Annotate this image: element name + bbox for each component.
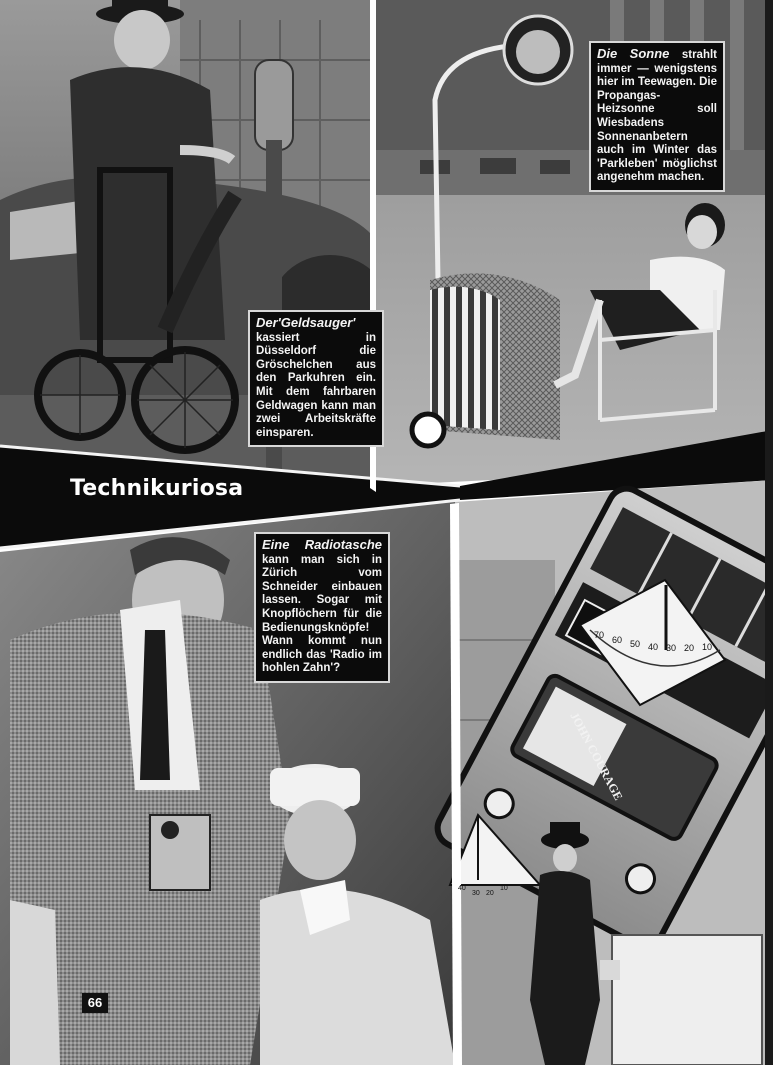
caption-geldsauger-head: Der'Geldsauger' (256, 315, 356, 330)
gauge-tick-label: 40 (648, 642, 659, 652)
caption-sonne-head: Die Sonne (597, 46, 682, 61)
gauge-tick-label: 10 (500, 885, 508, 892)
caption-radio-head: Eine Radiotasche (262, 537, 382, 552)
small-gauge-scale (458, 885, 508, 897)
gauge-tick-label: 20 (684, 643, 695, 653)
section-title: Technikuriosa (70, 476, 244, 501)
gauge-tick-label: 30 (666, 643, 677, 654)
gauge-tick-label: 40 (458, 885, 466, 892)
gauge-tick-label: 60 (612, 635, 623, 645)
caption-sonne-body: strahlt immer — wenigstens hier im Teewagen. Die Propangas-Heizsonne soll Wiesbadens Sonnenanbetern auch im Winter das 'Parkleben' möglichst angenehm machen. (597, 49, 717, 184)
gauge-tick-label: 70 (594, 630, 605, 640)
caption-radio-body: kann man sich in Zürich vom Schneider einbauen lassen. Sogar mit Knopflöchern für die Bedienungsknöpfe! Wann kommt nun endlich das 'Radio im hohlen Zahn'? (262, 553, 382, 675)
caption-radio (254, 532, 390, 683)
page-number: 66 (82, 993, 108, 1013)
caption-sonne (589, 41, 725, 192)
gauge-tick-label: 10 (702, 642, 713, 652)
gauge-tick-label: 50 (630, 639, 641, 650)
gauge-scale (594, 630, 712, 653)
gauge-tick-label: 30 (472, 890, 480, 898)
caption-geldsauger (248, 310, 384, 447)
gauge-tick-label: 20 (486, 890, 494, 898)
caption-geldsauger-body: kassiert in Düsseldorf die Gröschelchen aus den Parkuhren ein. Mit dem fahrbaren Geldwagen kann man zwei Arbeitskräfte einsparen. (256, 331, 376, 439)
bus-sign-text: JOHN COURAGE (567, 709, 626, 803)
